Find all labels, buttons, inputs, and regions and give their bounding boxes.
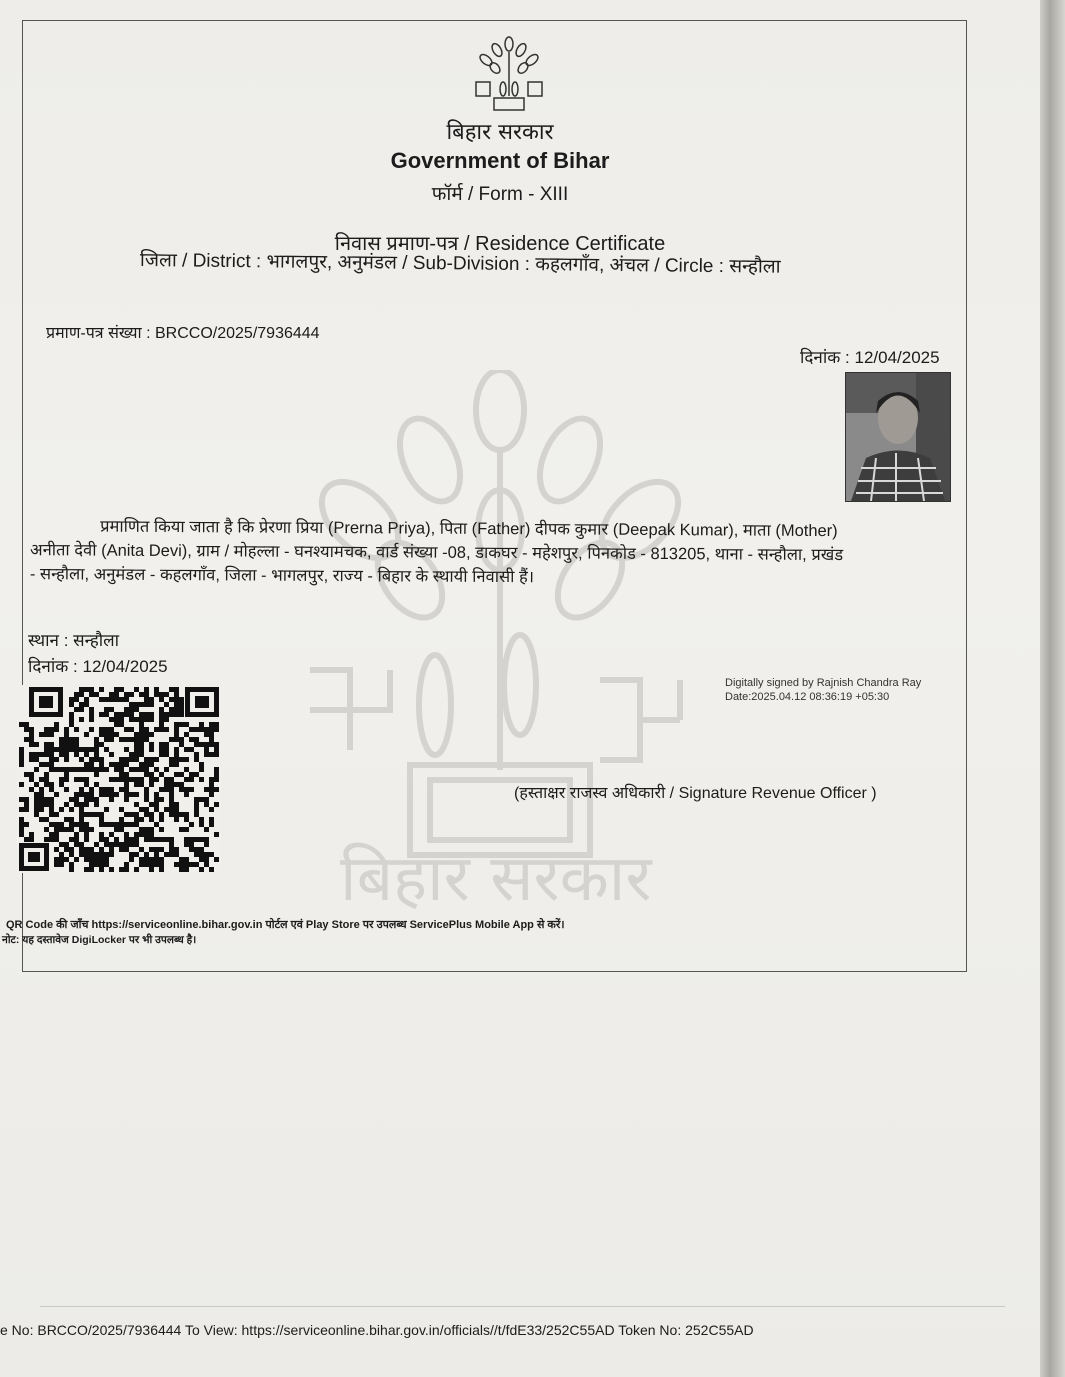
person-photo-icon — [846, 373, 950, 501]
officer-signature-label: (हस्ताक्षर राजस्व अधिकारी / Signature Revenue Officer ) — [514, 785, 877, 802]
digital-signature-signer: Digitally signed by Rajnish Chandra Ray — [725, 677, 922, 689]
qr-verification-note: QR Code की जाँच https://serviceonline.bihar.gov.in पोर्टल एवं Play Store पर उपलब्ध ServicePlus Mobile App से करें। — [6, 919, 565, 931]
footer-divider — [40, 1306, 1005, 1307]
issue-date-top: दिनांक : 12/04/2025 — [800, 348, 940, 367]
certificate-number: प्रमाण-पत्र संख्या : BRCCO/2025/7936444 — [46, 325, 320, 342]
paper-edge — [1040, 0, 1065, 1377]
state-name-hindi: बिहार सरकार — [446, 120, 554, 145]
qr-code-icon — [17, 685, 221, 873]
certificate-title: निवास प्रमाण-पत्र / Residence Certificate — [334, 233, 666, 255]
body-line-2: अनीता देवी (Anita Devi), ग्राम / मोहल्ला - घनश्यामचक, वार्ड संख्या -08, डाकघर - महेशपुर, पिनकोड - 813205, थाना - सन्हौला, प्रखंड — [29, 541, 844, 565]
verification-url-line: e No: BRCCO/2025/7936444 To View: https://serviceonline.bihar.gov.in/officials//t/fdE33/252C55AD Token No: 252C55AD — [0, 1322, 754, 1338]
digital-signature-date: Date:2025.04.12 08:36:19 +05:30 — [725, 691, 890, 703]
certificate-body — [30, 514, 948, 592]
bihar-emblem-icon — [470, 34, 548, 114]
applicant-photo — [845, 372, 951, 502]
form-number: फॉर्म / Form - XIII — [431, 184, 569, 205]
issue-date-bottom: दिनांक : 12/04/2025 — [28, 657, 168, 676]
body-line-1: प्रमाणित किया जाता है कि प्रेरणा प्रिया (Prerna Priya), पिता (Father) दीपक कुमार (Deepak Kumar), माता (Mother) — [100, 517, 838, 541]
place-of-issue: स्थान : सन्हौला — [28, 631, 120, 650]
watermark-text: बिहार सरकार — [340, 842, 652, 910]
district-line: जिला / District : भागलपुर, अनुमंडल / Sub-Division : कहलगाँव, अंचल / Circle : सन्हौला — [139, 250, 781, 278]
government-title: Government of Bihar — [390, 148, 610, 173]
digilocker-note: नोट: यह दस्तावेज DigiLocker पर भी उपलब्ध है। — [2, 934, 197, 946]
body-line-3: - सन्हौला, अनुमंडल - कहलगाँव, जिला - भागलपुर, राज्य - बिहार के स्थायी निवासी हैं। — [29, 565, 535, 587]
digital-signature — [725, 676, 921, 704]
